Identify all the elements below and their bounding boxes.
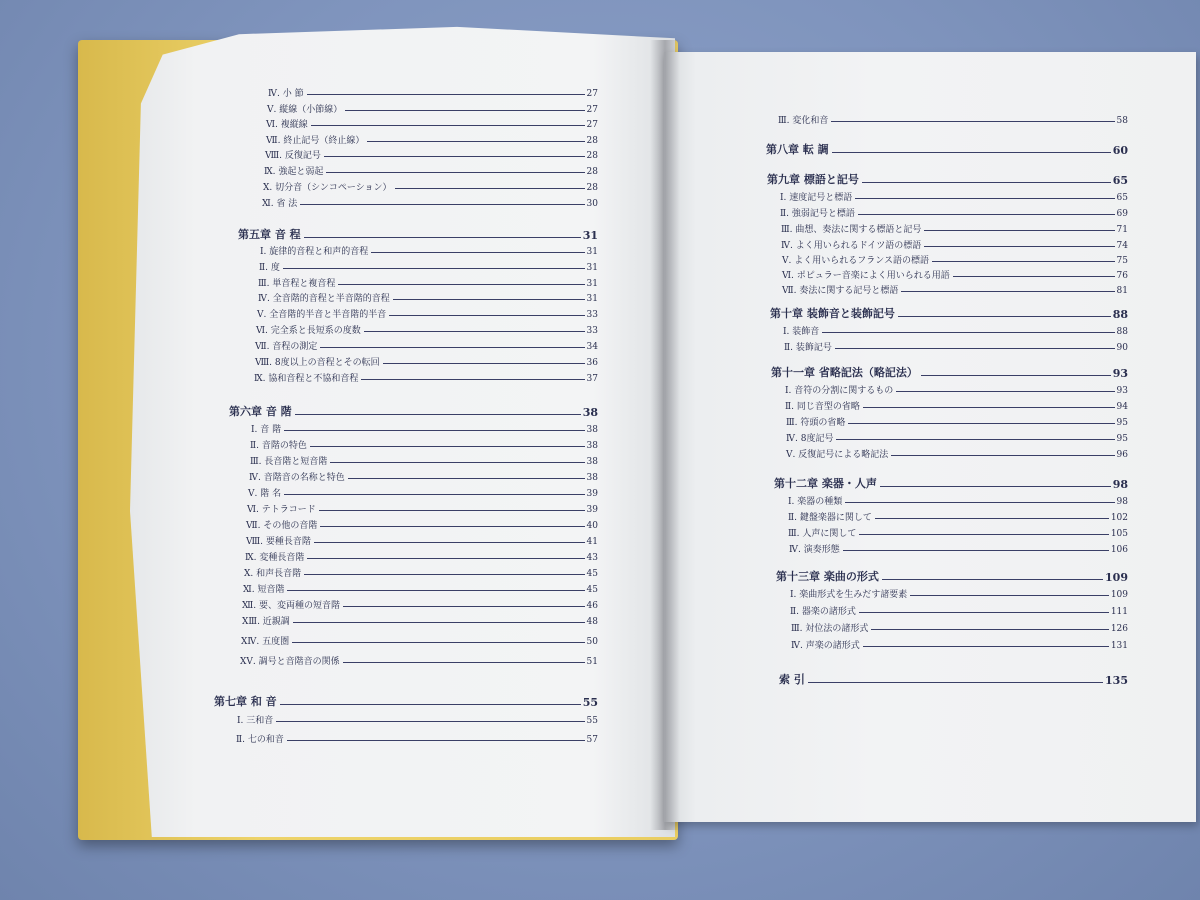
toc-entry <box>242 611 598 627</box>
toc-leader-line <box>389 315 584 316</box>
toc-entry <box>788 491 1128 507</box>
toc-entry <box>246 515 598 531</box>
toc-leader-line <box>295 414 581 415</box>
toc-label: Ⅳ. よく用いられるドイツ語の標語 <box>781 241 922 251</box>
toc-entry <box>247 499 598 515</box>
toc-leader-line <box>280 704 581 705</box>
toc-page-number: 106 <box>1110 545 1128 555</box>
toc-entry <box>786 428 1128 444</box>
toc-label: Ⅴ. よく用いられるフランス語の標語 <box>782 256 929 266</box>
toc-entry <box>265 145 598 161</box>
toc-leader-line <box>871 629 1108 630</box>
toc-leader-line <box>343 606 585 607</box>
toc-leader-line <box>855 198 1114 199</box>
toc-page-number: 31 <box>586 279 598 289</box>
toc-chapter <box>774 475 1128 491</box>
toc-entry <box>783 321 1128 337</box>
toc-label: Ⅲ. 符頭の省略 <box>786 418 846 428</box>
toc-leader-line <box>276 721 584 722</box>
toc-label: Ⅳ. 小 節 <box>268 89 304 99</box>
toc-leader-line <box>863 646 1109 647</box>
toc-leader-line <box>393 299 585 300</box>
toc-label: Ⅲ. 変化和音 <box>778 116 829 126</box>
toc-label: Ⅺ. 省 法 <box>262 199 298 209</box>
toc-leader-line <box>808 682 1103 683</box>
toc-page-number: 45 <box>586 585 598 595</box>
book-gutter <box>650 40 680 830</box>
toc-entry <box>255 336 598 352</box>
toc-page-number: 135 <box>1105 674 1128 687</box>
toc-label: Ⅶ. 終止記号（終止線） <box>266 136 365 146</box>
toc-page-number: 31 <box>586 247 598 257</box>
toc-leader-line <box>345 110 584 111</box>
toc-page-number: 88 <box>1112 308 1128 321</box>
toc-leader-line <box>283 268 585 269</box>
toc-entry <box>244 563 598 579</box>
toc-label: Ⅱ. 強弱記号と標語 <box>780 209 855 219</box>
toc-chapter <box>767 171 1128 187</box>
toc-leader-line <box>836 439 1114 440</box>
toc-leader-line <box>287 740 585 741</box>
toc-entry <box>259 257 598 273</box>
toc-entry <box>249 467 598 483</box>
toc-label: 第八章 転 調 <box>766 143 829 156</box>
toc-leader-line <box>348 478 585 479</box>
toc-leader-line <box>953 276 1115 277</box>
toc-entry <box>778 110 1128 126</box>
toc-label: Ⅶ. その他の音階 <box>246 521 318 531</box>
toc-page-number: 60 <box>1112 144 1128 157</box>
toc-leader-line <box>898 316 1111 317</box>
toc-label: ⅩⅣ. 五度圏 <box>241 637 290 647</box>
toc-leader-line <box>395 188 585 189</box>
toc-page-number: 93 <box>1116 386 1128 396</box>
toc-page-number: 40 <box>586 521 598 531</box>
toc-leader-line <box>891 455 1114 456</box>
toc-leader-line <box>304 574 584 575</box>
toc-leader-line <box>284 494 584 495</box>
toc-leader-line <box>910 595 1109 596</box>
toc-page-number: 39 <box>586 505 598 515</box>
toc-page-number: 131 <box>1110 641 1128 651</box>
toc-leader-line <box>343 662 585 663</box>
toc-entry <box>262 193 598 209</box>
toc-leader-line <box>292 642 584 643</box>
toc-page-number: 94 <box>1116 402 1128 412</box>
toc-leader-line <box>859 612 1109 613</box>
toc-label: Ⅷ. 8度以上の音程とその転回 <box>255 358 380 368</box>
toc-entry <box>251 419 598 435</box>
toc-label: Ⅲ. 人声に関して <box>788 529 857 539</box>
toc-label: Ⅳ. 音階音の名称と特色 <box>249 473 345 483</box>
toc-page-number: 34 <box>586 342 598 352</box>
toc-label: Ⅵ. テトラコード <box>247 505 316 515</box>
toc-entry <box>256 320 598 336</box>
toc-page-number: 111 <box>1110 607 1128 617</box>
toc-label: Ⅱ. 度 <box>259 263 280 273</box>
toc-page-number: 102 <box>1110 513 1128 523</box>
toc-label: Ⅷ. 要種長音階 <box>246 537 311 547</box>
toc-page-number: 46 <box>586 601 598 611</box>
toc-entry <box>250 435 598 451</box>
toc-entry <box>788 507 1128 523</box>
toc-leader-line <box>832 152 1111 153</box>
toc-leader-line <box>330 462 584 463</box>
toc-leader-line <box>311 125 585 126</box>
toc-page-number: 41 <box>586 537 598 547</box>
toc-page-number: 58 <box>1116 116 1128 126</box>
toc-label: Ⅱ. 鍵盤楽器に関して <box>788 513 872 523</box>
toc-label: Ⅳ. 声楽の諸形式 <box>791 641 860 651</box>
toc-entry <box>255 352 598 368</box>
toc-page-number: 33 <box>586 326 598 336</box>
toc-leader-line <box>367 141 584 142</box>
toc-entry <box>782 250 1128 266</box>
toc-page-number: 65 <box>1112 174 1128 187</box>
toc-page-number: 39 <box>586 489 598 499</box>
toc-label: Ⅰ. 装飾音 <box>783 327 820 337</box>
toc-page-number: 75 <box>1116 256 1128 266</box>
toc-entry <box>780 187 1128 203</box>
toc-page-number: 28 <box>586 151 598 161</box>
toc-entry <box>263 177 598 193</box>
toc-chapter <box>229 403 598 419</box>
toc-chapter <box>771 364 1128 380</box>
toc-entry <box>790 601 1128 617</box>
toc-entry <box>266 130 598 146</box>
toc-entry <box>264 161 598 177</box>
toc-leader-line <box>822 332 1114 333</box>
toc-page-number: 43 <box>586 553 598 563</box>
toc-page-number: 76 <box>1116 271 1128 281</box>
toc-leader-line <box>924 246 1114 247</box>
toc-page-number: 38 <box>582 406 598 419</box>
toc-leader-line <box>932 261 1115 262</box>
toc-page-number: 55 <box>582 696 598 709</box>
toc-label: Ⅸ. 変種長音階 <box>245 553 305 563</box>
toc-label: Ⅷ. 反復記号 <box>265 151 321 161</box>
toc-label: Ⅹ. 和声長音階 <box>244 569 302 579</box>
toc-label: Ⅶ. 音程の測定 <box>255 342 318 352</box>
toc-entry <box>782 280 1128 296</box>
toc-label: Ⅶ. 奏法に関する記号と標語 <box>782 286 899 296</box>
toc-page-number: 98 <box>1112 478 1128 491</box>
toc-label: Ⅹ. 切分音（シンコペーション） <box>263 183 392 193</box>
toc-label: 第十三章 楽曲の形式 <box>776 570 879 583</box>
toc-label: 第十章 装飾音と装飾記号 <box>770 307 895 320</box>
toc-entry <box>248 483 598 499</box>
toc-entry <box>789 539 1128 555</box>
toc-page-number: 27 <box>586 120 598 130</box>
toc-chapter <box>779 671 1128 687</box>
toc-label: 第六章 音 階 <box>229 405 292 418</box>
toc-leader-line <box>835 348 1115 349</box>
toc-leader-line <box>287 590 584 591</box>
toc-leader-line <box>284 430 584 431</box>
toc-leader-line <box>310 446 585 447</box>
toc-entry <box>784 337 1128 353</box>
toc-label: Ⅳ. 演奏形態 <box>789 545 840 555</box>
toc-label: 第九章 標語と記号 <box>767 173 859 186</box>
toc-leader-line <box>324 156 585 157</box>
toc-entry <box>236 729 598 745</box>
toc-entry <box>786 412 1128 428</box>
toc-entry <box>782 265 1128 281</box>
toc-leader-line <box>880 486 1111 487</box>
toc-page-number: 98 <box>1116 497 1128 507</box>
toc-label: Ⅸ. 強起と弱起 <box>264 167 324 177</box>
toc-entry <box>780 203 1128 219</box>
toc-label: Ⅲ. 曲想、奏法に関する標語と記号 <box>781 225 922 235</box>
toc-label: Ⅱ. 同じ音型の省略 <box>785 402 860 412</box>
toc-leader-line <box>843 550 1109 551</box>
toc-leader-line <box>863 407 1115 408</box>
toc-leader-line <box>300 204 584 205</box>
toc-label: Ⅻ. 要、変両種の短音階 <box>242 601 341 611</box>
toc-page-number: 81 <box>1116 286 1128 296</box>
toc-entry <box>242 595 598 611</box>
toc-entry <box>243 579 598 595</box>
toc-leader-line <box>371 252 584 253</box>
toc-page-number: 28 <box>586 136 598 146</box>
toc-page-number: 95 <box>1116 418 1128 428</box>
toc-page-number: 90 <box>1116 343 1128 353</box>
toc-label: 第五章 音 程 <box>238 228 301 241</box>
toc-leader-line <box>383 363 585 364</box>
toc-page-number: 38 <box>586 457 598 467</box>
toc-label: Ⅳ. 全音階的音程と半音階的音程 <box>258 294 390 304</box>
toc-label: Ⅰ. 音 階 <box>251 425 282 435</box>
toc-page-number: 51 <box>586 657 598 667</box>
toc-label: 索 引 <box>779 673 805 686</box>
toc-page-number: 48 <box>586 617 598 627</box>
toc-page-number: 28 <box>586 167 598 177</box>
toc-page-number: 93 <box>1112 367 1128 380</box>
toc-page-number: 31 <box>582 229 598 242</box>
toc-entry <box>258 273 598 289</box>
toc-label: Ⅸ. 協和音程と不協和音程 <box>254 374 359 384</box>
toc-page-number: 74 <box>1116 241 1128 251</box>
toc-entry <box>786 444 1128 460</box>
toc-page-number: 57 <box>586 735 598 745</box>
toc-label: Ⅱ. 装飾記号 <box>784 343 832 353</box>
toc-label: Ⅺ. 短音階 <box>243 585 285 595</box>
toc-page-number: 33 <box>586 310 598 320</box>
toc-page-number: 71 <box>1116 225 1128 235</box>
toc-entry <box>254 368 598 384</box>
toc-page-number: 36 <box>586 358 598 368</box>
toc-leader-line <box>338 284 584 285</box>
toc-page-number: 45 <box>586 569 598 579</box>
toc-leader-line <box>896 391 1114 392</box>
toc-label: Ⅴ. 縦線（小節線） <box>267 105 343 115</box>
toc-entry <box>791 618 1128 634</box>
toc-entry <box>267 99 598 115</box>
toc-label: Ⅲ. 単音程と複音程 <box>258 279 336 289</box>
toc-leader-line <box>320 347 584 348</box>
toc-entry <box>250 451 598 467</box>
toc-entry <box>241 631 598 647</box>
toc-entry <box>257 304 598 320</box>
toc-page-number: 38 <box>586 473 598 483</box>
toc-page-number: 109 <box>1110 590 1128 600</box>
toc-label: 第七章 和 音 <box>214 695 277 708</box>
toc-page-number: 95 <box>1116 434 1128 444</box>
toc-leader-line <box>924 230 1114 231</box>
toc-page-number: 38 <box>586 425 598 435</box>
toc-entry <box>260 241 598 257</box>
toc-page-number: 37 <box>586 374 598 384</box>
toc-page-number: 30 <box>586 199 598 209</box>
toc-leader-line <box>307 94 585 95</box>
toc-page-number: 96 <box>1116 450 1128 460</box>
toc-entry <box>781 219 1128 235</box>
toc-entry <box>246 531 598 547</box>
toc-leader-line <box>921 375 1111 376</box>
toc-leader-line <box>875 518 1109 519</box>
toc-page-number: 69 <box>1116 209 1128 219</box>
toc-label: Ⅰ. 楽曲形式を生みだす諸要素 <box>790 590 908 600</box>
toc-entry <box>781 235 1128 251</box>
toc-label: Ⅱ. 七の和音 <box>236 735 284 745</box>
toc-leader-line <box>845 502 1114 503</box>
toc-entry <box>245 547 598 563</box>
toc-label: Ⅴ. 全音階的半音と半音階的半音 <box>257 310 387 320</box>
toc-label: ⅩⅤ. 調号と音階音の関係 <box>240 657 340 667</box>
toc-entry <box>266 114 598 130</box>
toc-page-number: 31 <box>586 294 598 304</box>
toc-entry <box>785 380 1128 396</box>
toc-label: ⅩⅢ. 近親調 <box>242 617 290 627</box>
toc-entry <box>790 584 1128 600</box>
toc-leader-line <box>304 237 581 238</box>
toc-leader-line <box>862 182 1111 183</box>
toc-entry <box>788 523 1128 539</box>
toc-leader-line <box>361 379 584 380</box>
toc-leader-line <box>901 291 1114 292</box>
toc-page-number: 109 <box>1105 571 1128 584</box>
toc-label: 第十一章 省略記法（略記法） <box>771 366 918 379</box>
toc-leader-line <box>364 331 585 332</box>
toc-chapter <box>238 226 598 242</box>
toc-label: Ⅴ. 反復記号による略記法 <box>786 450 889 460</box>
toc-label: Ⅰ. 速度記号と標語 <box>780 193 853 203</box>
toc-leader-line <box>293 622 585 623</box>
toc-label: Ⅵ. 完全系と長短系の度数 <box>256 326 361 336</box>
toc-label: Ⅰ. 音符の分割に関するもの <box>785 386 894 396</box>
toc-leader-line <box>326 172 584 173</box>
toc-entry <box>268 83 598 99</box>
toc-entry <box>791 635 1128 651</box>
toc-label: Ⅲ. 対位法の諸形式 <box>791 624 869 634</box>
toc-page-number: 27 <box>586 105 598 115</box>
toc-page-number: 31 <box>586 263 598 273</box>
toc-page-number: 50 <box>586 637 598 647</box>
toc-entry <box>237 710 598 726</box>
toc-entry <box>785 396 1128 412</box>
toc-page-number: 88 <box>1116 327 1128 337</box>
toc-page-number: 65 <box>1116 193 1128 203</box>
toc-leader-line <box>858 214 1115 215</box>
toc-label: Ⅵ. 複縦線 <box>266 120 308 130</box>
toc-leader-line <box>848 423 1114 424</box>
toc-chapter <box>214 693 598 709</box>
toc-chapter <box>776 568 1128 584</box>
toc-label: Ⅱ. 音階の特色 <box>250 441 307 451</box>
toc-leader-line <box>320 526 584 527</box>
toc-label: Ⅵ. ポピュラー音楽によく用いられる用語 <box>782 271 950 281</box>
toc-leader-line <box>314 542 585 543</box>
toc-leader-line <box>882 579 1103 580</box>
toc-page-number: 28 <box>586 183 598 193</box>
toc-page-number: 27 <box>586 89 598 99</box>
toc-label: Ⅰ. 旋律的音程と和声的音程 <box>260 247 369 257</box>
toc-label: Ⅰ. 三和音 <box>237 716 274 726</box>
toc-label: Ⅲ. 長音階と短音階 <box>250 457 328 467</box>
toc-leader-line <box>859 534 1108 535</box>
toc-chapter <box>766 141 1128 157</box>
toc-leader-line <box>319 510 585 511</box>
toc-label: Ⅴ. 階 名 <box>248 489 282 499</box>
toc-entry <box>258 288 598 304</box>
toc-chapter <box>770 305 1128 321</box>
toc-leader-line <box>307 558 584 559</box>
toc-label: Ⅳ. 8度記号 <box>786 434 834 444</box>
toc-entry <box>240 651 598 667</box>
toc-label: 第十二章 楽器・人声 <box>774 477 877 490</box>
toc-leader-line <box>831 121 1114 122</box>
toc-label: Ⅰ. 楽器の種類 <box>788 497 843 507</box>
toc-label: Ⅱ. 器楽の諸形式 <box>790 607 856 617</box>
toc-page-number: 38 <box>586 441 598 451</box>
toc-page-number: 105 <box>1110 529 1128 539</box>
toc-page-number: 55 <box>586 716 598 726</box>
toc-page-number: 126 <box>1110 624 1128 634</box>
